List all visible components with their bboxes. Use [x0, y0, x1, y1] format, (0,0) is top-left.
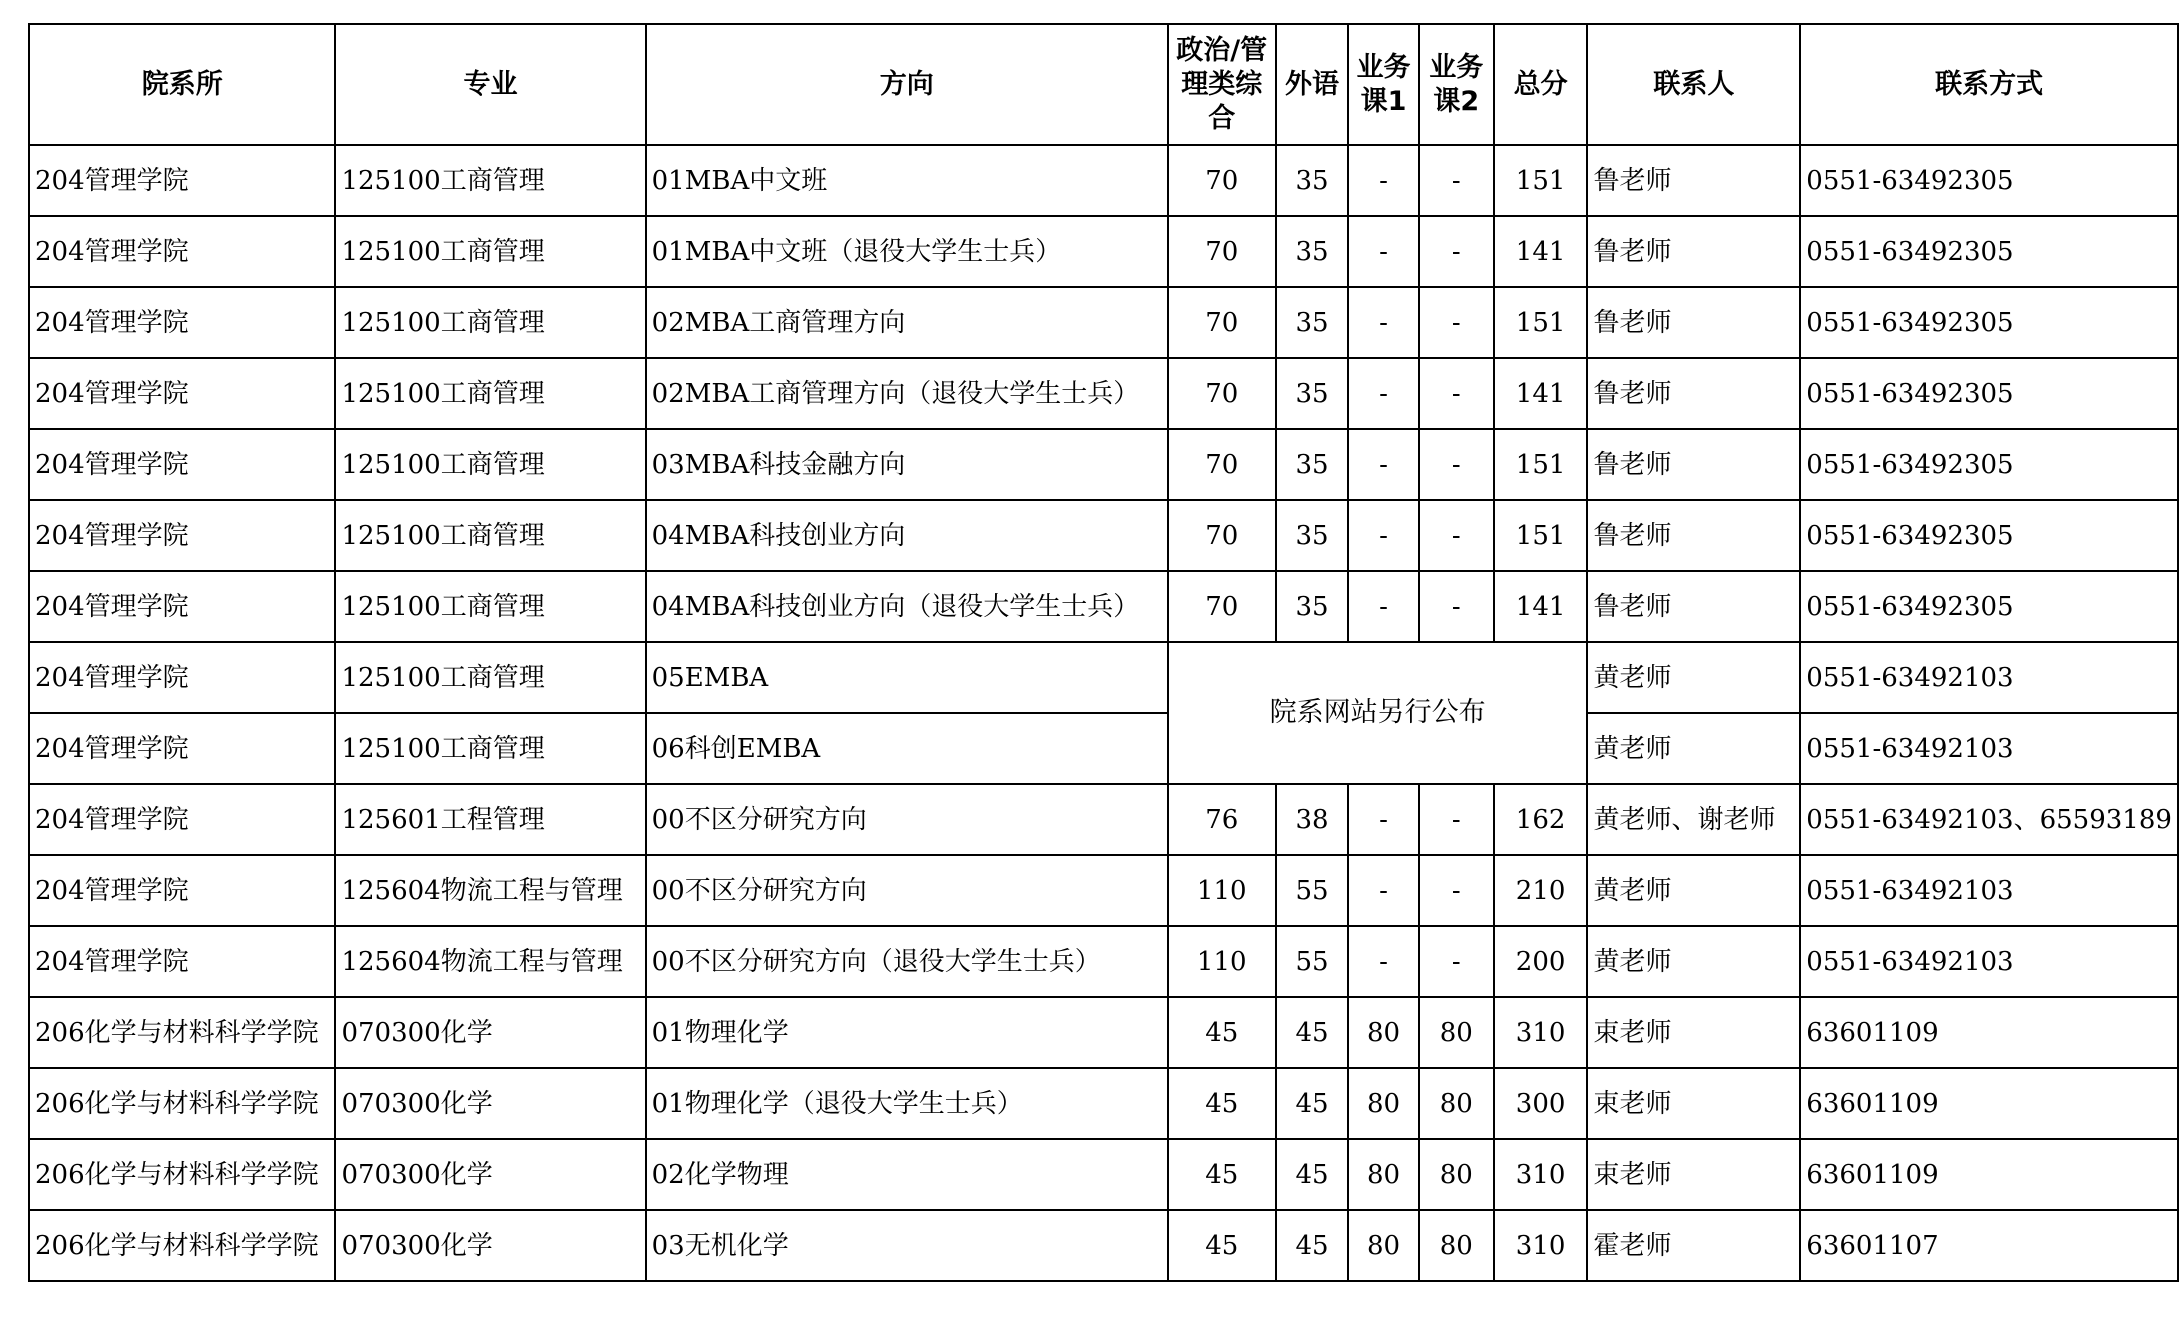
cell-foreign: 45 — [1276, 1068, 1349, 1139]
cell-phone: 0551-63492305 — [1800, 358, 2178, 429]
cell-contact: 束老师 — [1587, 1068, 1800, 1139]
cell-contact: 黄老师 — [1587, 642, 1800, 713]
table-row — [29, 216, 2178, 287]
cell-course1: 80 — [1348, 1210, 1418, 1281]
cell-direction: 02MBA工商管理方向 — [646, 287, 1168, 358]
table-row — [29, 1068, 2178, 1139]
cell-total: 200 — [1494, 926, 1588, 997]
cell-total: 162 — [1494, 784, 1588, 855]
header-foreign: 外语 — [1276, 24, 1349, 145]
table-row — [29, 429, 2178, 500]
table-row — [29, 997, 2178, 1068]
cell-course2: - — [1419, 784, 1494, 855]
cell-phone: 63601109 — [1800, 1068, 2178, 1139]
cell-dept: 206化学与材料科学学院 — [29, 997, 335, 1068]
cell-course1: 80 — [1348, 1068, 1418, 1139]
cell-phone: 0551-63492305 — [1800, 571, 2178, 642]
header-row — [29, 24, 2178, 145]
cell-total: 141 — [1494, 571, 1588, 642]
cell-major: 125100工商管理 — [335, 713, 645, 784]
cell-phone: 63601109 — [1800, 1139, 2178, 1210]
cell-phone: 0551-63492305 — [1800, 287, 2178, 358]
cell-course1: - — [1348, 429, 1418, 500]
cell-course1: - — [1348, 571, 1418, 642]
cell-politics: 70 — [1168, 500, 1276, 571]
cell-course1: - — [1348, 145, 1418, 216]
cell-dept: 204管理学院 — [29, 784, 335, 855]
cell-dept: 206化学与材料科学学院 — [29, 1068, 335, 1139]
cell-course2: - — [1419, 145, 1494, 216]
cell-major: 125604物流工程与管理 — [335, 855, 645, 926]
cell-dept: 204管理学院 — [29, 571, 335, 642]
cell-politics: 110 — [1168, 855, 1276, 926]
cell-politics: 76 — [1168, 784, 1276, 855]
cell-major: 125100工商管理 — [335, 571, 645, 642]
cell-phone: 63601107 — [1800, 1210, 2178, 1281]
cell-direction: 04MBA科技创业方向 — [646, 500, 1168, 571]
cell-direction: 00不区分研究方向（退役大学生士兵） — [646, 926, 1168, 997]
table-row — [29, 1139, 2178, 1210]
cell-major: 125100工商管理 — [335, 500, 645, 571]
cell-major: 070300化学 — [335, 997, 645, 1068]
cell-politics: 70 — [1168, 287, 1276, 358]
cell-major: 125100工商管理 — [335, 358, 645, 429]
header-major: 专业 — [335, 24, 645, 145]
cell-course1: - — [1348, 926, 1418, 997]
table-row — [29, 713, 2178, 784]
cell-contact: 黄老师 — [1587, 713, 1800, 784]
cell-course2: 80 — [1419, 1068, 1494, 1139]
cell-course2: - — [1419, 358, 1494, 429]
cell-foreign: 35 — [1276, 429, 1349, 500]
cell-dept: 204管理学院 — [29, 287, 335, 358]
cell-contact: 鲁老师 — [1587, 358, 1800, 429]
cell-direction: 06科创EMBA — [646, 713, 1168, 784]
cell-dept: 204管理学院 — [29, 358, 335, 429]
cell-total: 210 — [1494, 855, 1588, 926]
cell-foreign: 45 — [1276, 1210, 1349, 1281]
cell-course2: 80 — [1419, 1139, 1494, 1210]
cell-direction: 01MBA中文班（退役大学生士兵） — [646, 216, 1168, 287]
cell-contact: 鲁老师 — [1587, 287, 1800, 358]
table-row — [29, 358, 2178, 429]
cell-phone: 0551-63492103、65593189 — [1800, 784, 2178, 855]
header-course2: 业务课2 — [1419, 24, 1494, 145]
cell-phone: 0551-63492305 — [1800, 145, 2178, 216]
cell-direction: 00不区分研究方向 — [646, 784, 1168, 855]
cell-major: 125601工程管理 — [335, 784, 645, 855]
cell-course2: - — [1419, 216, 1494, 287]
cell-phone: 0551-63492305 — [1800, 500, 2178, 571]
cell-dept: 204管理学院 — [29, 713, 335, 784]
cell-total: 151 — [1494, 429, 1588, 500]
cell-dept: 204管理学院 — [29, 855, 335, 926]
cell-foreign: 35 — [1276, 287, 1349, 358]
cell-politics: 45 — [1168, 997, 1276, 1068]
table-row — [29, 784, 2178, 855]
cell-phone: 0551-63492103 — [1800, 926, 2178, 997]
score-table — [28, 23, 2179, 1282]
cell-contact: 鲁老师 — [1587, 216, 1800, 287]
cell-phone: 0551-63492103 — [1800, 642, 2178, 713]
cell-politics: 45 — [1168, 1139, 1276, 1210]
table-row — [29, 145, 2178, 216]
cell-course1: - — [1348, 500, 1418, 571]
header-total: 总分 — [1494, 24, 1588, 145]
cell-course2: - — [1419, 287, 1494, 358]
cell-dept: 204管理学院 — [29, 216, 335, 287]
cell-contact: 黄老师 — [1587, 926, 1800, 997]
cell-major: 125100工商管理 — [335, 145, 645, 216]
cell-politics: 110 — [1168, 926, 1276, 997]
table-row — [29, 287, 2178, 358]
header-course1: 业务课1 — [1348, 24, 1418, 145]
cell-direction: 00不区分研究方向 — [646, 855, 1168, 926]
cell-dept: 204管理学院 — [29, 500, 335, 571]
header-phone: 联系方式 — [1800, 24, 2178, 145]
table-row — [29, 1210, 2178, 1281]
header-direction: 方向 — [646, 24, 1168, 145]
cell-major: 125100工商管理 — [335, 287, 645, 358]
cell-course1: - — [1348, 216, 1418, 287]
cell-foreign: 38 — [1276, 784, 1349, 855]
cell-course2: - — [1419, 926, 1494, 997]
emba-note-cell: 院系网站另行公布 — [1168, 642, 1588, 784]
cell-politics: 70 — [1168, 429, 1276, 500]
cell-phone: 63601109 — [1800, 997, 2178, 1068]
cell-course2: - — [1419, 500, 1494, 571]
table-row — [29, 571, 2178, 642]
cell-politics: 45 — [1168, 1210, 1276, 1281]
cell-direction: 03MBA科技金融方向 — [646, 429, 1168, 500]
cell-foreign: 35 — [1276, 358, 1349, 429]
cell-contact: 鲁老师 — [1587, 571, 1800, 642]
cell-direction: 04MBA科技创业方向（退役大学生士兵） — [646, 571, 1168, 642]
cell-dept: 204管理学院 — [29, 145, 335, 216]
cell-direction: 01MBA中文班 — [646, 145, 1168, 216]
cell-foreign: 45 — [1276, 997, 1349, 1068]
cell-course1: - — [1348, 784, 1418, 855]
cell-total: 151 — [1494, 500, 1588, 571]
cell-foreign: 35 — [1276, 500, 1349, 571]
cell-phone: 0551-63492305 — [1800, 216, 2178, 287]
cell-major: 070300化学 — [335, 1210, 645, 1281]
cell-contact: 鲁老师 — [1587, 500, 1800, 571]
table-body — [29, 145, 2178, 1281]
cell-contact: 束老师 — [1587, 997, 1800, 1068]
cell-major: 125100工商管理 — [335, 429, 645, 500]
cell-total: 300 — [1494, 1068, 1588, 1139]
cell-direction: 01物理化学 — [646, 997, 1168, 1068]
cell-politics: 70 — [1168, 145, 1276, 216]
cell-direction: 05EMBA — [646, 642, 1168, 713]
header-contact: 联系人 — [1587, 24, 1800, 145]
cell-foreign: 35 — [1276, 571, 1349, 642]
cell-foreign: 35 — [1276, 145, 1349, 216]
cell-foreign: 45 — [1276, 1139, 1349, 1210]
cell-foreign: 35 — [1276, 216, 1349, 287]
cell-total: 151 — [1494, 287, 1588, 358]
cell-politics: 70 — [1168, 358, 1276, 429]
cell-direction: 02化学物理 — [646, 1139, 1168, 1210]
cell-politics: 70 — [1168, 571, 1276, 642]
cell-contact: 黄老师 — [1587, 855, 1800, 926]
cell-politics: 45 — [1168, 1068, 1276, 1139]
cell-dept: 206化学与材料科学学院 — [29, 1139, 335, 1210]
cell-course2: - — [1419, 571, 1494, 642]
cell-major: 125100工商管理 — [335, 216, 645, 287]
cell-contact: 鲁老师 — [1587, 429, 1800, 500]
cell-foreign: 55 — [1276, 855, 1349, 926]
cell-dept: 204管理学院 — [29, 926, 335, 997]
table-row — [29, 642, 2178, 713]
cell-course2: 80 — [1419, 1210, 1494, 1281]
cell-foreign: 55 — [1276, 926, 1349, 997]
cell-total: 141 — [1494, 216, 1588, 287]
cell-major: 070300化学 — [335, 1139, 645, 1210]
cell-course1: - — [1348, 287, 1418, 358]
cell-contact: 黄老师、谢老师 — [1587, 784, 1800, 855]
cell-course1: 80 — [1348, 1139, 1418, 1210]
cell-direction: 01物理化学（退役大学生士兵） — [646, 1068, 1168, 1139]
table-row — [29, 926, 2178, 997]
cell-direction: 03无机化学 — [646, 1210, 1168, 1281]
cell-major: 125604物流工程与管理 — [335, 926, 645, 997]
cell-phone: 0551-63492103 — [1800, 855, 2178, 926]
cell-dept: 204管理学院 — [29, 642, 335, 713]
cell-contact: 鲁老师 — [1587, 145, 1800, 216]
header-dept: 院系所 — [29, 24, 335, 145]
cell-direction: 02MBA工商管理方向（退役大学生士兵） — [646, 358, 1168, 429]
cell-course2: - — [1419, 429, 1494, 500]
cell-major: 070300化学 — [335, 1068, 645, 1139]
cell-course1: 80 — [1348, 997, 1418, 1068]
cell-major: 125100工商管理 — [335, 642, 645, 713]
cell-phone: 0551-63492103 — [1800, 713, 2178, 784]
table-row — [29, 500, 2178, 571]
cell-phone: 0551-63492305 — [1800, 429, 2178, 500]
cell-total: 310 — [1494, 1210, 1588, 1281]
cell-course1: - — [1348, 358, 1418, 429]
cell-course2: 80 — [1419, 997, 1494, 1068]
cell-total: 141 — [1494, 358, 1588, 429]
table-row — [29, 855, 2178, 926]
cell-course1: - — [1348, 855, 1418, 926]
cell-politics: 70 — [1168, 216, 1276, 287]
cell-dept: 206化学与材料科学学院 — [29, 1210, 335, 1281]
cell-dept: 204管理学院 — [29, 429, 335, 500]
cell-total: 310 — [1494, 1139, 1588, 1210]
cell-contact: 霍老师 — [1587, 1210, 1800, 1281]
header-politics: 政治/管理类综合 — [1168, 24, 1276, 145]
cell-total: 310 — [1494, 997, 1588, 1068]
cell-contact: 束老师 — [1587, 1139, 1800, 1210]
cell-total: 151 — [1494, 145, 1588, 216]
cell-course2: - — [1419, 855, 1494, 926]
